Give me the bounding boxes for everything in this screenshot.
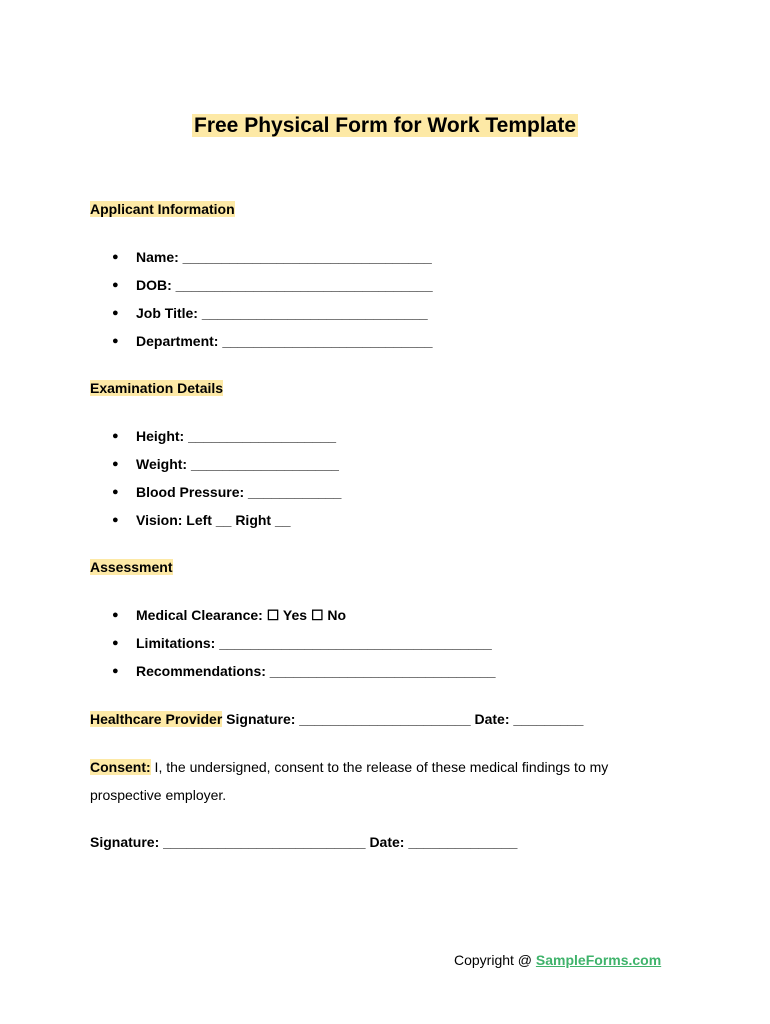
list-item-text: Limitations: ___________________________________ — [136, 635, 492, 651]
consent-label: Consent: — [90, 759, 151, 775]
list-item: ● Medical Clearance: ☐ Yes ☐ No — [112, 607, 347, 623]
list-item: ● DOB: _________________________________ — [112, 277, 433, 293]
section-heading-assessment — [90, 557, 173, 577]
list-item: ● Limitations: ___________________________________ — [112, 635, 492, 651]
list-item: ● Job Title: _____________________________ — [112, 305, 428, 321]
provider-signature-line — [90, 709, 583, 729]
list-item: ● Name: ________________________________ — [112, 249, 432, 265]
section-heading-text: Examination Details — [90, 380, 224, 396]
exam-list — [108, 422, 341, 534]
applicant-list — [108, 243, 433, 355]
footer-copyright — [454, 950, 661, 970]
list-item-text: Vision: Left __ Right __ — [136, 512, 291, 528]
list-item-text: Recommendations: _____________________________ — [136, 663, 496, 679]
list-item: ● Department: ___________________________ — [112, 333, 433, 349]
provider-signature-text: Signature: ______________________ Date: _________ — [222, 711, 584, 727]
section-heading-applicant — [90, 199, 235, 219]
list-item-text: DOB: _________________________________ — [136, 277, 433, 293]
consent-text: I, the undersigned, consent to the release of these medical findings to my prospective employer. — [90, 759, 609, 803]
sampleforms-link[interactable]: SampleForms.com — [535, 952, 662, 968]
list-item: ● Weight: ___________________ — [112, 456, 339, 472]
page-title-text: Free Physical Form for Work Template — [194, 114, 576, 137]
list-item: ● Blood Pressure: ____________ — [112, 484, 342, 500]
page-title — [0, 112, 770, 140]
list-item-text: Weight: ___________________ — [136, 456, 339, 472]
section-heading-text: Assessment — [90, 559, 173, 575]
list-item-text: Medical Clearance: ☐ Yes ☐ No — [136, 607, 347, 623]
list-item-text: Job Title: _____________________________ — [136, 305, 428, 321]
signature-line: Signature: __________________________ Date: ______________ — [90, 834, 518, 850]
list-item: ● Height: ___________________ — [112, 428, 337, 444]
list-item: ● Vision: Left __ Right __ — [112, 512, 291, 528]
list-item-text: Height: ___________________ — [136, 428, 337, 444]
list-item: ● Recommendations: _____________________________ — [112, 663, 496, 679]
list-item-text: Name: ________________________________ — [136, 249, 432, 265]
consent-paragraph — [90, 753, 680, 809]
section-heading-exam — [90, 378, 223, 398]
list-item-text: Department: ___________________________ — [136, 333, 433, 349]
section-heading-text: Applicant Information — [90, 201, 235, 217]
list-item-text: Blood Pressure: ____________ — [136, 484, 342, 500]
assessment-list — [108, 601, 496, 685]
provider-label: Healthcare Provider — [90, 711, 223, 727]
copyright-prefix: Copyright @ — [454, 952, 536, 968]
